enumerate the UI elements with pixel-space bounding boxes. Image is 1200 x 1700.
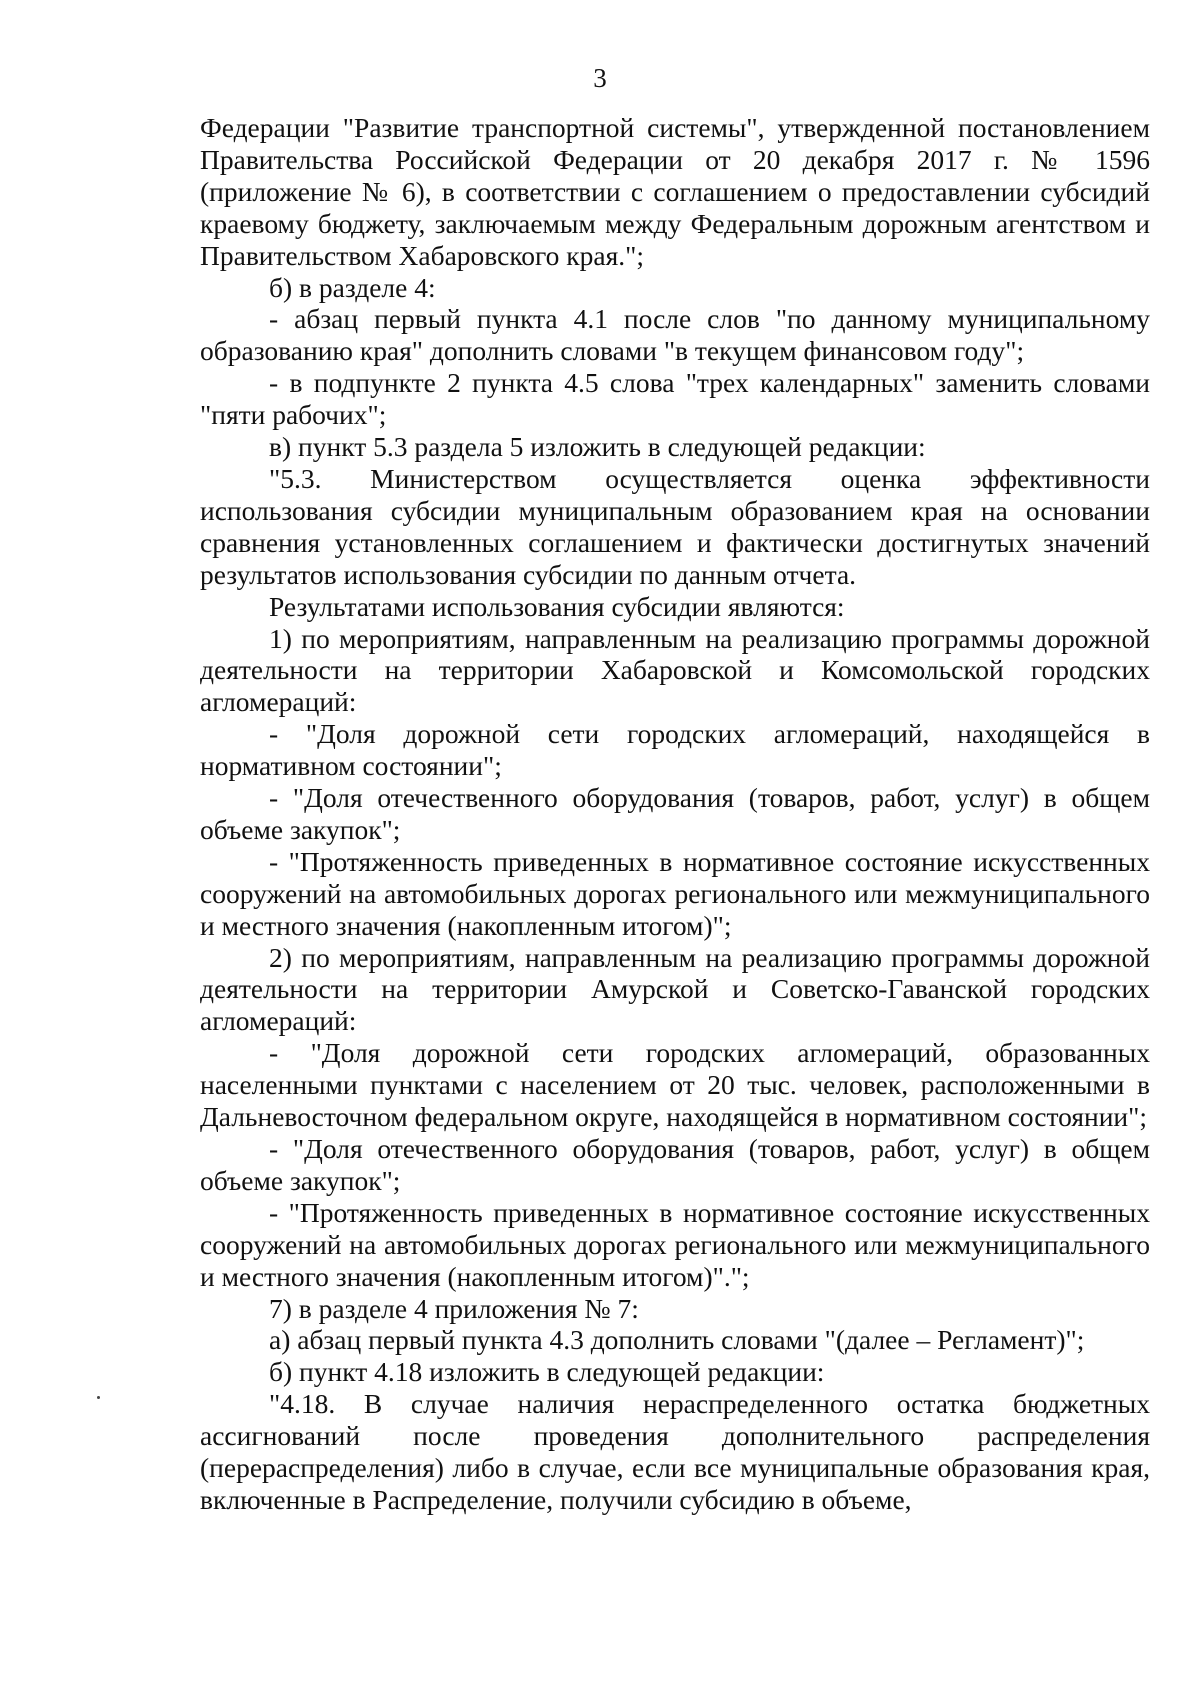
scan-dot-mark (97, 1396, 100, 1399)
paragraph: 7) в разделе 4 приложения № 7: (269, 1292, 639, 1324)
document-body (200, 112, 1150, 1516)
paragraph: а) абзац первый пункта 4.3 дополнить словами "(далее – Регламент)"; (269, 1324, 1085, 1356)
paragraph: - "Доля отечественного оборудования (товаров, работ, услуг) в общем объеме закупок"; (200, 782, 1150, 845)
paragraph: "5.3. Министерством осуществляется оценка эффективности использования субсидии муниципальным образованием края на основании сравнения установленных соглашением и фактически достигнутых значений результатов использования субсидии по данным отчета. (200, 462, 1150, 590)
paragraph: 2) по мероприятиям, направленным на реализацию программы дорожной деятельности на территории Амурской и Советско-Гаванской городских агломераций: (200, 941, 1150, 1037)
paragraph: - "Протяженность приведенных в нормативное состояние искусственных сооружений на автомобильных дорогах регионального или межмуниципального и местного значения (накопленным итогом)"."; (200, 1196, 1150, 1292)
paragraph: б) в разделе 4: (269, 271, 436, 303)
paragraph: - "Протяженность приведенных в нормативное состояние искусственных сооружений на автомобильных дорогах регионального или межмуниципального и местного значения (накопленным итогом)"; (200, 845, 1150, 941)
paragraph: - абзац первый пункта 4.1 после слов "по данному муниципальному образованию края" дополнить словами "в текущем финансовом году"; (200, 303, 1150, 367)
paragraph: 1) по мероприятиям, направленным на реализацию программы дорожной деятельности на территории Хабаровской и Комсомольской городских агломераций: (200, 622, 1150, 718)
paragraph: в) пункт 5.3 раздела 5 изложить в следующей редакции: (269, 431, 926, 463)
paragraph: - "Доля дорожной сети городских агломераций, находящейся в нормативном состоянии"; (200, 718, 1150, 782)
paragraph: б) пункт 4.18 изложить в следующей редакции: (269, 1356, 825, 1388)
paragraph: - "Доля отечественного оборудования (товаров, работ, услуг) в общем объеме закупок"; (200, 1133, 1150, 1196)
page-number: 3 (593, 63, 607, 93)
paragraph: "4.18. В случае наличия нераспределенного остатка бюджетных ассигнований после проведения дополнительного распределения (перераспределения) либо в случае, если все муниципальные образования края, включенные в Распределение, получили субсидию в объеме, (200, 1388, 1150, 1515)
paragraph: - "Доля дорожной сети городских агломераций, образованных населенными пунктами с населением от 20 тыс. человек, расположенными в Дальневосточном федеральном округе, находящейся в нормативном состоянии"; (200, 1037, 1150, 1133)
paragraph: Федерации "Развитие транспортной системы", утвержденной постановлением Правительства Российской Федерации от 20 декабря 2017 г. № 1596 (приложение № 6), в соответствии с соглашением о предоставлении субсидий краевому бюджету, заключаемым между Федеральным дорожным агентством и Правительством Хабаровского края."; (200, 112, 1150, 271)
paragraph: Результатами использования субсидии являются: (269, 590, 845, 622)
paragraph: - в подпункте 2 пункта 4.5 слова "трех календарных" заменить словами "пяти рабочих"; (200, 367, 1150, 431)
